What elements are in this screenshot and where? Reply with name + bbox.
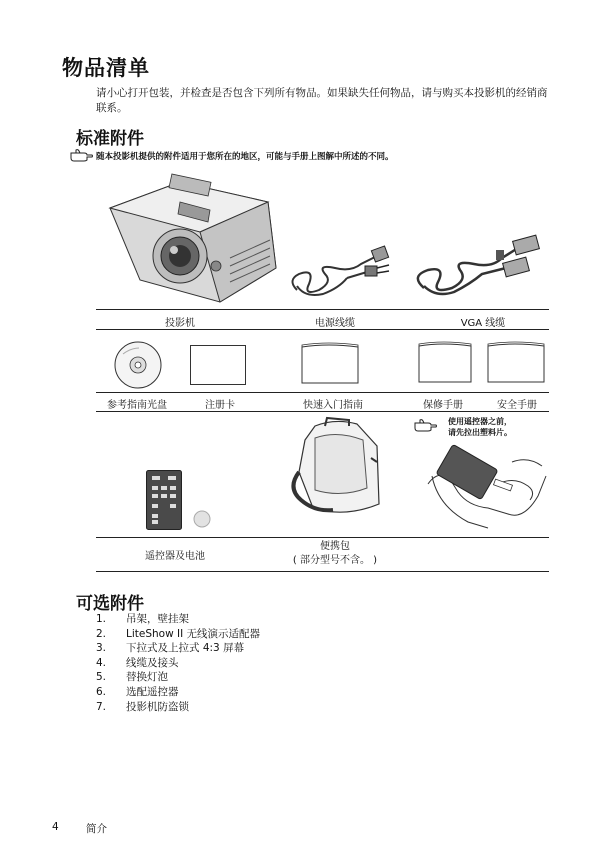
list-item	[96, 685, 260, 700]
list-item-text: LiteShow II 无线演示适配器	[126, 627, 261, 640]
list-item-number: 4.	[96, 656, 107, 669]
list-item-text: 下拉式及上拉式 4:3 屏幕	[126, 642, 245, 655]
caption-carry-bag-line: ( 部分型号不含。 )	[292, 555, 378, 566]
power-cable-image	[285, 238, 400, 300]
remote-note	[448, 416, 512, 438]
footer-page-number: 4	[52, 821, 59, 833]
quick-start-guide-image	[300, 343, 360, 385]
remote-control-image	[146, 470, 182, 530]
caption-safety-manual: 安全手册	[497, 400, 537, 411]
list-item-number: 6.	[96, 685, 107, 698]
list-item-number: 5.	[96, 671, 107, 684]
table-rule	[96, 571, 549, 572]
caption-registration-card: 注册卡	[205, 400, 235, 411]
table-rule	[96, 537, 549, 538]
list-item	[96, 700, 260, 715]
list-item-number: 7.	[96, 700, 107, 713]
carry-bag-image	[285, 418, 385, 526]
caption-remote-battery: 遥控器及电池	[145, 551, 205, 562]
intro-text: 请小心打开包装，并检查是否包含下列所有物品。如果缺失任何物品，请与购买本投影机的经销商联系。	[96, 87, 548, 114]
optional-accessories-heading: 可选附件	[76, 594, 144, 614]
footer-section: 简介	[86, 823, 107, 835]
list-item	[96, 641, 260, 656]
remote-note-line: 请先拉出塑料片。	[448, 428, 512, 437]
cd-image	[113, 340, 163, 390]
hand-remote-image	[428, 436, 548, 528]
list-item	[96, 612, 260, 627]
battery-image	[193, 510, 211, 528]
page-title: 物品清单	[62, 56, 150, 80]
registration-card-image	[190, 345, 246, 385]
projector-image	[100, 168, 280, 306]
caption-power-cable: 电源线缆	[315, 318, 355, 329]
list-item-text: 选配遥控器	[126, 685, 179, 698]
list-item	[96, 627, 260, 642]
list-item	[96, 656, 260, 671]
caption-projector: 投影机	[165, 318, 195, 329]
list-item	[96, 670, 260, 685]
list-item-text: 吊架，壁挂架	[126, 613, 189, 625]
optional-accessories-list	[96, 612, 260, 714]
note-pointing-hand-icon	[70, 148, 94, 162]
table-rule	[96, 392, 549, 393]
vga-cable-image	[410, 228, 550, 298]
list-item-text: 替换灯泡	[126, 671, 168, 684]
standard-accessories-heading: 标准附件	[76, 129, 144, 149]
safety-booklet-image	[486, 342, 546, 384]
caption-reference-cd: 参考指南光盘	[107, 400, 167, 411]
list-item-text: 线缆及接头	[126, 656, 179, 669]
caption-carry-bag	[270, 540, 400, 568]
standard-note: 随本投影机提供的附件适用于您所在的地区，可能与手册上图解中所述的不同。	[96, 152, 394, 162]
remote-note-line: 使用遥控器之前，	[448, 417, 512, 426]
caption-quick-start-guide: 快速入门指南	[303, 400, 363, 411]
table-rule	[96, 411, 549, 412]
list-item-number: 2.	[96, 627, 107, 640]
table-rule	[96, 329, 549, 330]
list-item-number: 1.	[96, 613, 107, 625]
caption-vga-cable: VGA 线缆	[460, 318, 506, 329]
note-pointing-hand-icon	[414, 418, 438, 432]
caption-warranty-manual: 保修手册	[423, 400, 463, 411]
list-item-text: 投影机防盗锁	[126, 700, 189, 713]
warranty-booklet-image	[417, 342, 473, 384]
table-rule	[96, 309, 549, 310]
caption-carry-bag-line: 便携包	[320, 541, 350, 552]
list-item-number: 3.	[96, 642, 107, 655]
